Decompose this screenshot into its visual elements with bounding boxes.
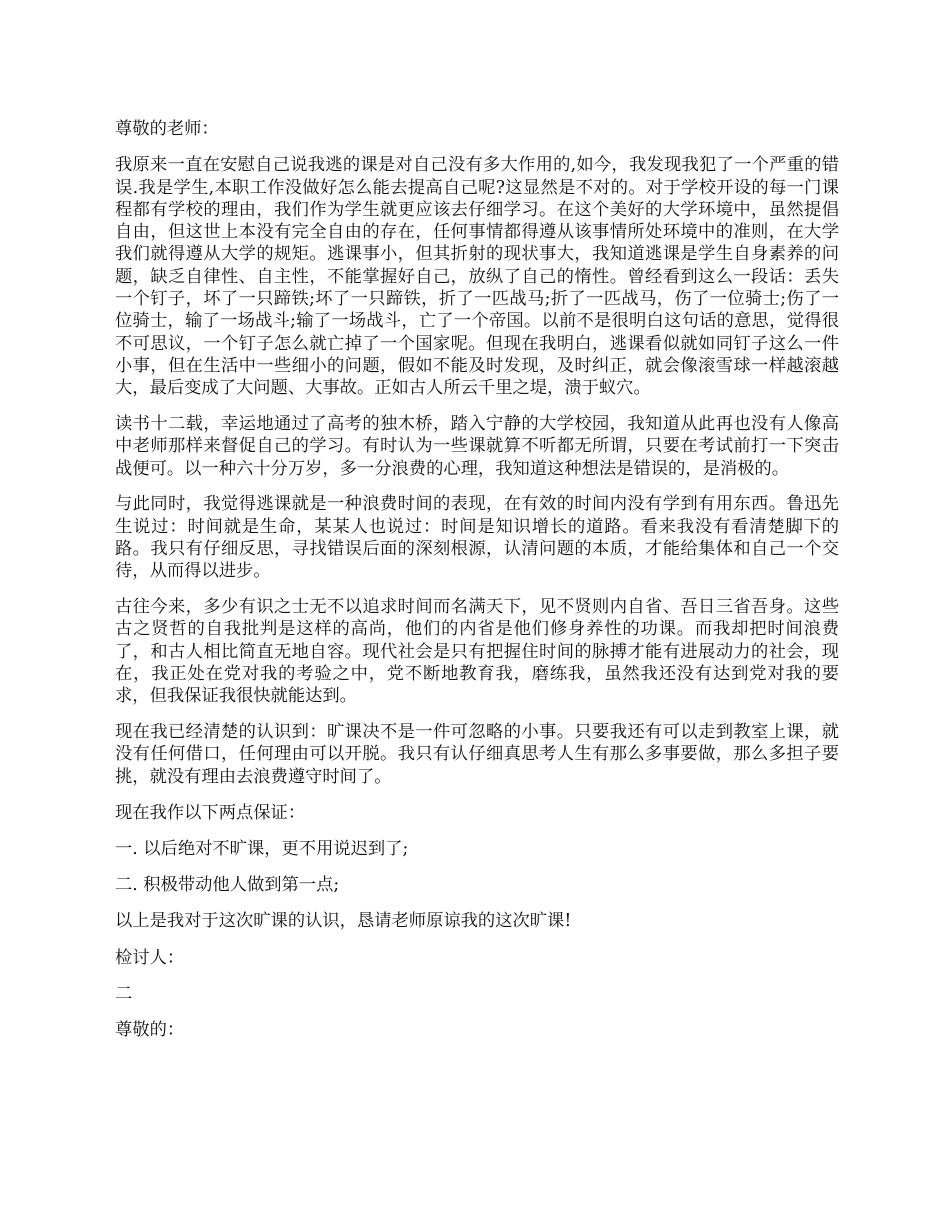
guarantee-item-2: 二. 积极带动他人做到第一点; [115,875,340,896]
paragraph-4: 古往今来，多少有识之士无不以追求时间而名满天下，见不贤则内自省、吾日三省吾身。这些古之贤哲的自我批判是这样的高尚，他们的内省是他们修身养性的功课。而我却把时间浪费了，和古人相比简直无地自容。现代社会是只有把握住时间的脉搏才能有进展动力的社会，现在，我正处在党对我的考验之中，党不断地教育我，磨练我，虽然我还没有达到党对我的要求，但我保证我很快就能达到。 [115,597,839,707]
section-number: 二 [115,984,133,1004]
salutation-two: 尊敬的： [115,1020,185,1041]
signature-label: 检讨人： [115,947,185,968]
closing-line: 以上是我对于这次旷课的认识，恳请老师原谅我的这次旷课! [115,911,572,932]
paragraph-5: 现在我已经清楚的认识到：旷课决不是一件可忽略的小事。只要我还有可以走到教室上课，就没有任何借口，任何理由可以开脱。我只有认仔细真思考人生有那么多事要做，那么多担子要挑，就没有理由去浪费遵守时间了。 [115,722,839,787]
document-body [115,118,839,1056]
guarantee-item-1: 一. 以后绝对不旷课，更不用说迟到了; [115,838,409,859]
paragraph-2: 读书十二载，幸运地通过了高考的独木桥，踏入宁静的大学校园，我知道从此再也没有人像高中老师那样来督促自己的学习。有时认为一些课就算不听都无所谓，只要在考试前打一下突击战便可。以一种六十分万岁，多一分浪费的心理，我知道这种想法是错误的，是消极的。 [115,414,839,479]
guarantee-intro: 现在我作以下两点保证： [115,802,306,823]
paragraph-1: 我原来一直在安慰自己说我逃的课是对自己没有多大作用的,如今，我发现我犯了一个严重的错误.我是学生,本职工作没做好怎么能去提高自己呢?这显然是不对的。对于学校开设的每一门课程都有学校的理由，我们作为学生就更应该去仔细学习。在这个美好的大学环境中，虽然提倡自由，但这世上本没有完全自由的存在，任何事情都得遵从该事情所处环境中的准则，在大学我们就得遵从大学的规矩。逃课事小，但其折射的现状事大，我知道逃课是学生自身素养的问题，缺乏自律性、自主性，不能掌握好自己，放纵了自己的惰性。曾经看到这么一段话：丢失一个钉子，坏了一只蹄铁;坏了一只蹄铁，折了一匹战马;折了一匹战马，伤了一位骑士;伤了一位骑士，输了一场战斗;输了一场战斗，亡了一个帝国。以前不是很明白这句话的意思，觉得很不可思议，一个钉子怎么就亡掉了一个国家呢。但现在我明白，逃课看似就如同钉子这么一件小事，但在生活中一些细小的问题，假如不能及时发现，及时纠正，就会像滚雪球一样越滚越大，最后变成了大问题、大事故。正如古人所云千里之堤，溃于蚁穴。 [115,155,839,399]
salutation: 尊敬的老师： [115,119,219,139]
paragraph-3: 与此同时，我觉得逃课就是一种浪费时间的表现，在有效的时间内没有学到有用东西。鲁迅先生说过：时间就是生命，某某人也说过：时间是知识增长的道路。看来我没有看清楚脚下的路。我只有仔细反思，寻找错误后面的深刻根源，认清问题的本质，才能给集体和自己一个交待，从而得以进步。 [115,494,839,582]
